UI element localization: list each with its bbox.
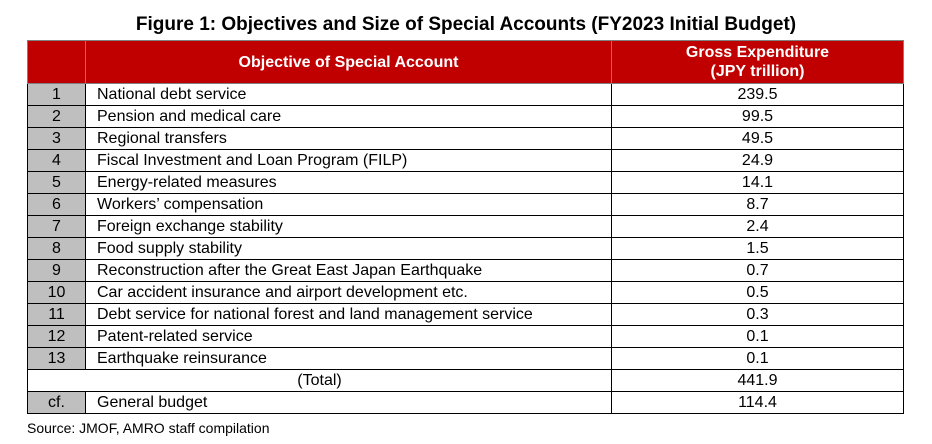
row-value: 239.5 [612,84,904,106]
table-row [28,282,904,304]
row-number: 6 [28,194,86,216]
row-value: 49.5 [612,128,904,150]
row-number: 9 [28,260,86,282]
special-accounts-table [27,40,904,414]
row-value: 0.7 [612,260,904,282]
table-row [28,216,904,238]
header-objective: Objective of Special Account [86,41,612,84]
row-number: 8 [28,238,86,260]
cf-label: cf. [28,392,86,414]
table-header-row [28,41,904,84]
row-objective: Regional transfers [86,128,612,150]
row-number: 2 [28,106,86,128]
figure-title: Figure 1: Objectives and Size of Special Accounts (FY2023 Initial Budget) [135,14,797,35]
table-row [28,260,904,282]
total-row [28,370,904,392]
row-value: 1.5 [612,238,904,260]
header-expenditure-line2: (JPY trillion) [710,63,805,80]
table-row [28,128,904,150]
row-number: 1 [28,84,86,106]
table-row [28,150,904,172]
row-value: 0.1 [612,326,904,348]
row-objective: Energy-related measures [86,172,612,194]
cf-row [28,392,904,414]
total-label: (Total) [28,370,612,392]
row-objective: Debt service for national forest and land management service [86,304,612,326]
row-value: 8.7 [612,194,904,216]
row-value: 99.5 [612,106,904,128]
cf-value: 114.4 [612,392,904,414]
row-number: 13 [28,348,86,370]
row-value: 0.1 [612,348,904,370]
row-objective: Reconstruction after the Great East Japan Earthquake [86,260,612,282]
row-objective: Foreign exchange stability [86,216,612,238]
row-number: 4 [28,150,86,172]
row-objective: Fiscal Investment and Loan Program (FILP) [86,150,612,172]
table-row [28,304,904,326]
row-value: 24.9 [612,150,904,172]
row-number: 5 [28,172,86,194]
header-number-cell [28,41,86,84]
row-objective: Pension and medical care [86,106,612,128]
row-number: 7 [28,216,86,238]
table-row [28,172,904,194]
row-number: 3 [28,128,86,150]
table-row [28,326,904,348]
table-row [28,348,904,370]
row-number: 12 [28,326,86,348]
row-objective: Car accident insurance and airport development etc. [86,282,612,304]
header-expenditure-line1: Gross Expenditure [685,44,830,61]
row-number: 10 [28,282,86,304]
table-row [28,194,904,216]
row-objective: Food supply stability [86,238,612,260]
header-expenditure [612,41,904,84]
row-value: 0.3 [612,304,904,326]
row-value: 14.1 [612,172,904,194]
row-objective: Workers’ compensation [86,194,612,216]
source-note: Source: JMOF, AMRO staff compilation [27,420,270,436]
total-value: 441.9 [612,370,904,392]
row-value: 0.5 [612,282,904,304]
table-row [28,238,904,260]
row-objective: National debt service [86,84,612,106]
row-objective: Earthquake reinsurance [86,348,612,370]
row-value: 2.4 [612,216,904,238]
row-number: 11 [28,304,86,326]
row-objective: Patent-related service [86,326,612,348]
table-row [28,106,904,128]
table-row [28,84,904,106]
cf-objective: General budget [86,392,612,414]
